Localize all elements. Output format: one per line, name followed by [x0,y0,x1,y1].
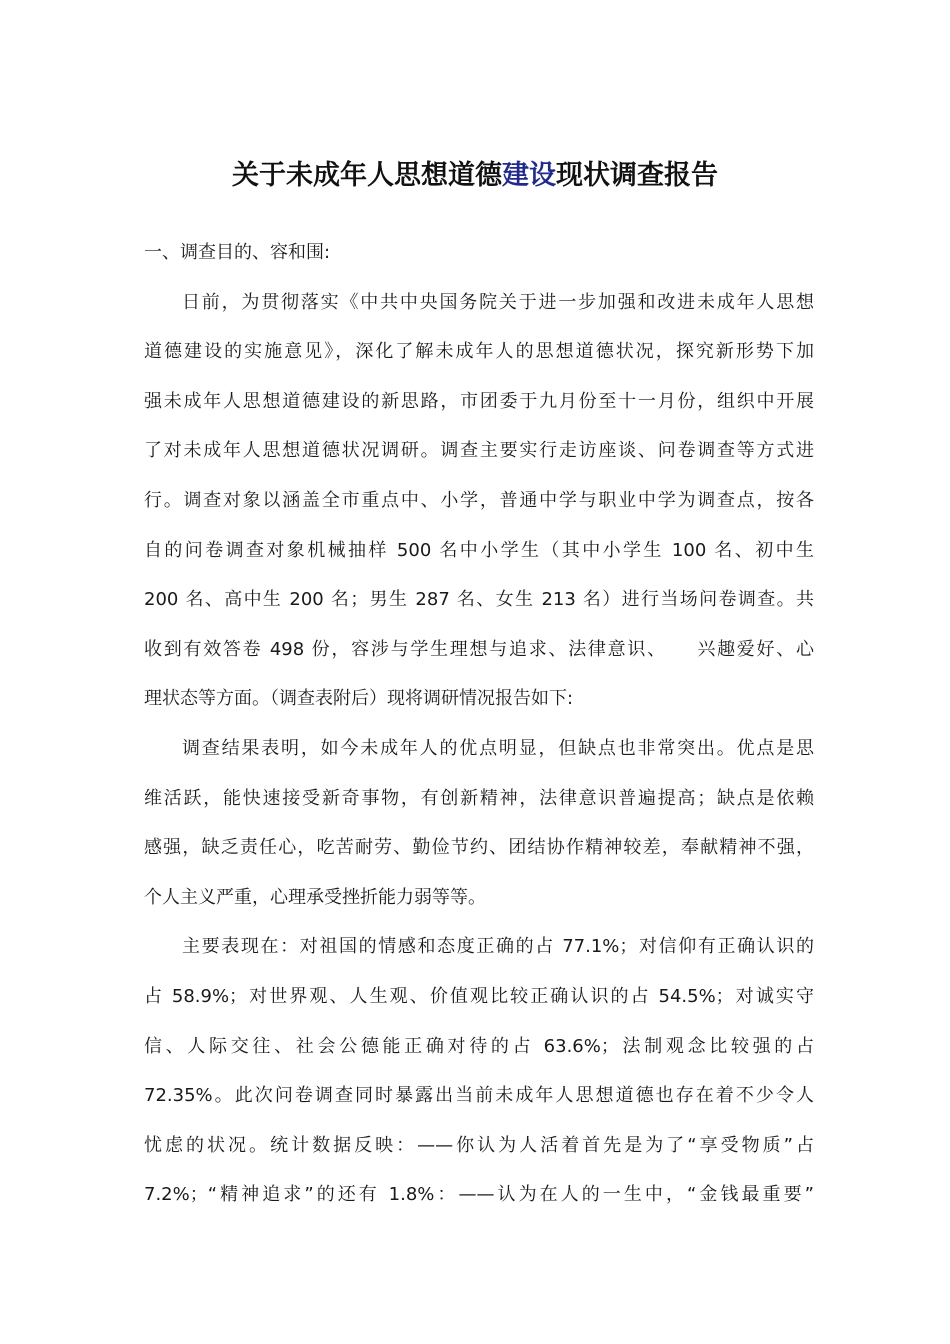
paragraph-line: 强未成年人思想道德建设的新思路，市团委于九月份至十一月份，组织中开展 [144,390,814,412]
paragraph-line: 调查结果表明，如今未成年人的优点明显，但缺点也非常突出。优点是思 [182,737,814,759]
paragraph-line: 日前，为贯彻落实《中共中央国务院关于进一步加强和改进未成年人思想 [182,291,814,313]
paragraph-line: 自的问卷调查对象机械抽样 500 名中小学生（其中小学生 100 名、初中生 [144,539,814,561]
paragraph-line: 收到有效答卷 498 份，容涉与学生理想与追求、法律意识、 兴趣爱好、心 [144,638,814,660]
paragraph-line: 理状态等方面。（调查表附后）现将调研情况报告如下: [144,688,574,710]
paragraph-line: 维活跃，能快速接受新奇事物，有创新精神，法律意识普遍提高；缺点是依赖 [144,787,814,809]
paragraph-line: 道德建设的实施意见》，深化了解未成年人的思想道德状况，探究新形势下加 [144,341,814,363]
document-title [0,154,950,198]
paragraph-line: 忧虑的状况。统计数据反映：——你认为人活着首先是为了“享受物质”占 [144,1134,814,1156]
paragraph-purpose [144,278,814,724]
paragraph-line: 了对未成年人思想道德状况调研。调查主要实行走访座谈、问卷调查等方式进 [144,440,814,462]
paragraph-line: 主要表现在：对祖国的情感和态度正确的占 77.1%；对信仰有正确认识的 [182,936,814,958]
title-highlight: 建设 [502,160,556,191]
paragraph-line: 个人主义严重，心理承受挫折能力弱等等。 [144,886,486,908]
paragraph-line: 72.35%。此次问卷调查同时暴露出当前未成年人思想道德也存在着不少令人 [144,1085,814,1107]
paragraph-results [144,724,814,922]
section-heading: 一、调查目的、容和围: [144,242,331,263]
paragraph-line: 信、人际交往、社会公德能正确对待的占 63.6%；法制观念比较强的占 [144,1035,814,1057]
paragraph-line: 7.2%；“精神追求”的还有 1.8%：——认为在人的一生中，“金钱最重要” [144,1184,814,1206]
paragraph-line: 行。调查对象以涵盖全市重点中、小学，普通中学与职业中学为调查点，按各 [144,489,814,511]
title-part-2: 现状调查报告 [556,160,718,191]
paragraph-details [144,922,814,1220]
paragraph-line: 占 58.9%；对世界观、人生观、价值观比较正确认识的占 54.5%；对诚实守 [144,985,814,1007]
paragraph-line: 200 名、高中生 200 名；男生 287 名、女生 213 名）进行当场问卷调查。共 [144,589,814,611]
document-body [144,228,814,1220]
paragraph-line: 感强，缺乏责任心，吃苦耐劳、勤俭节约、团结协作精神较差，奉献精神不强， [144,837,814,859]
title-part-1: 关于未成年人思想道德 [232,160,502,191]
